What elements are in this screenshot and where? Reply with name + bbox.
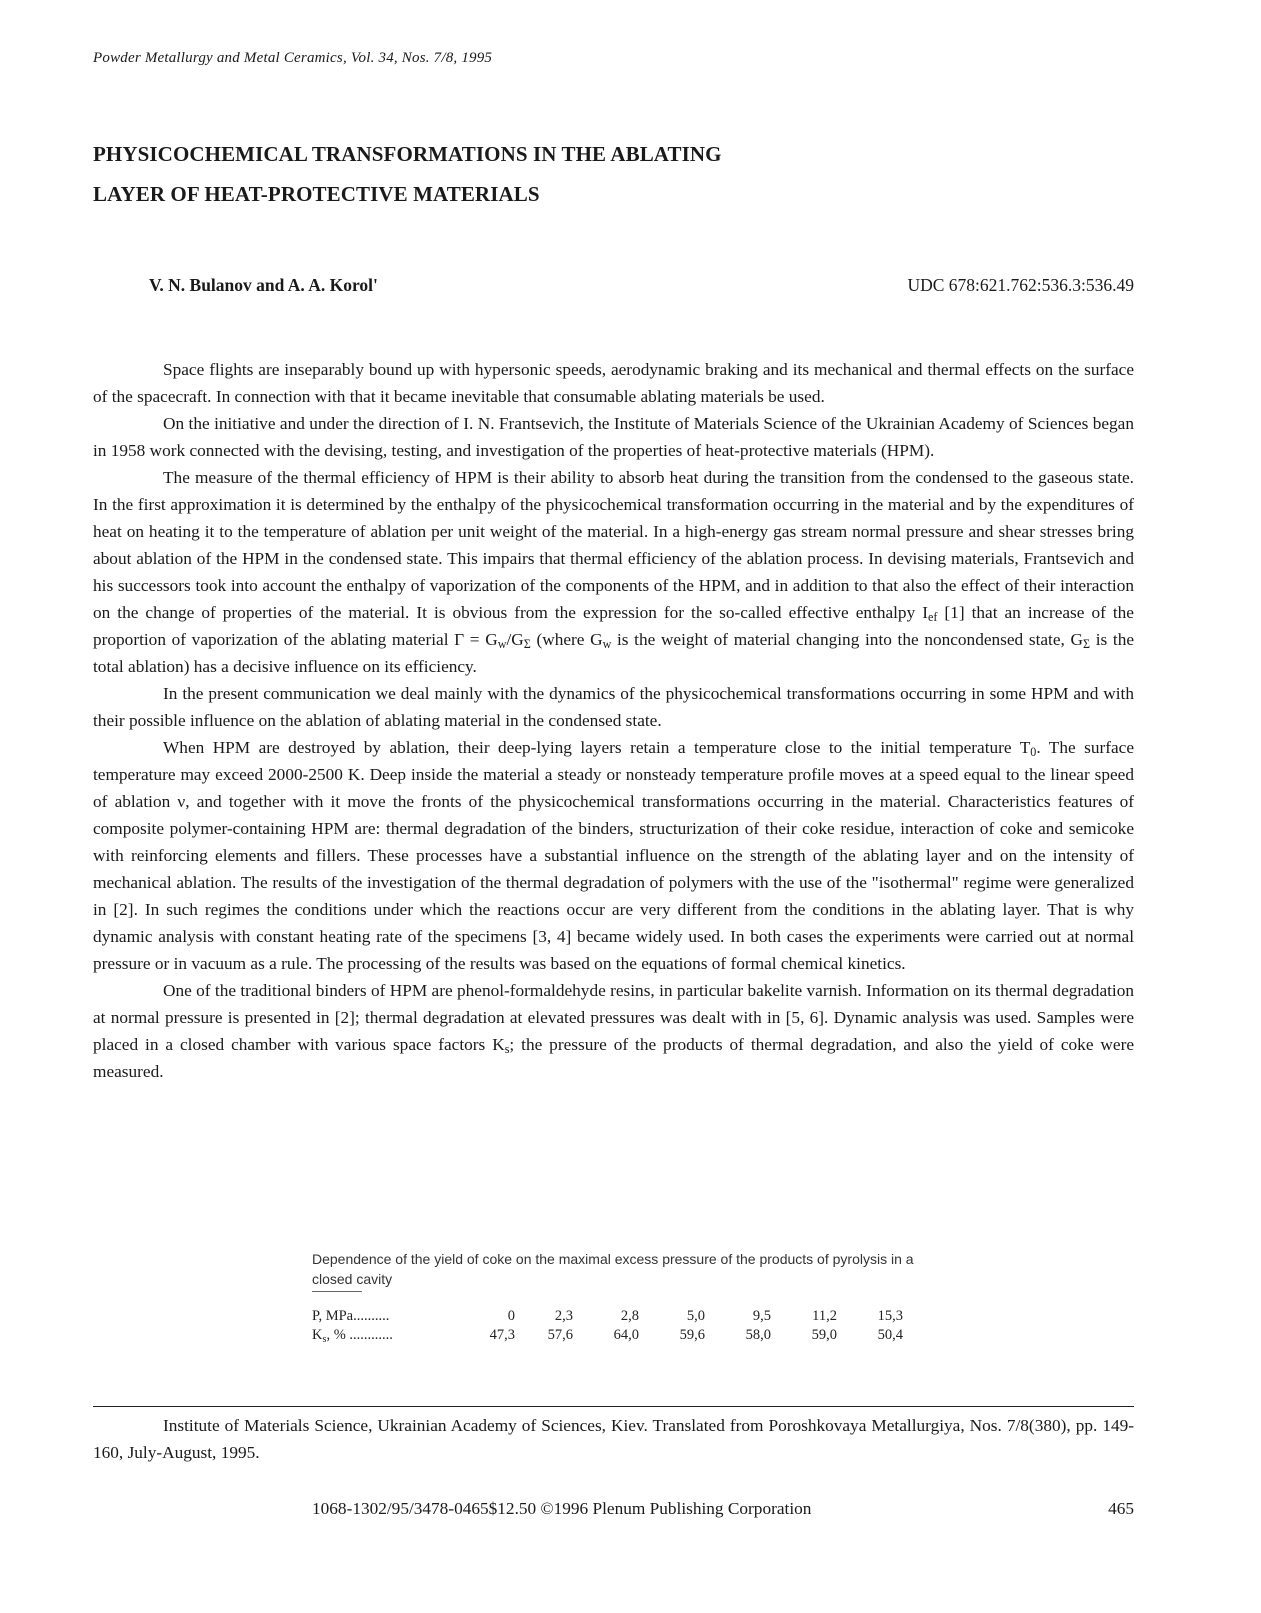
footnote-divider bbox=[93, 1406, 1134, 1407]
text: One of the traditional binders of HPM are phenol-formaldehyde resins, in particular bakelite varnish. Information on its thermal degradation at normal pressure is presented in [2]; thermal degradation at elevated pressures was dealt with in [5, 6]. Dynamic analysis was used. Samples were placed in a closed chamber with various space factors K bbox=[93, 981, 1134, 1054]
row-label-pressure: P, MPa.......... bbox=[312, 1308, 390, 1324]
text: is the weight of material changing into the noncondensed state, G bbox=[611, 630, 1083, 649]
table-cell: 59,6 bbox=[679, 1327, 705, 1343]
authors: V. N. Bulanov and A. A. Korol' bbox=[149, 275, 378, 295]
label-text: K bbox=[312, 1327, 323, 1343]
row-label-coke bbox=[312, 1326, 467, 1345]
table-cell: 57,6 bbox=[547, 1327, 573, 1343]
subscript: ef bbox=[927, 610, 938, 624]
paragraph bbox=[93, 734, 1134, 977]
article-body bbox=[93, 356, 1134, 1085]
text: When HPM are destroyed by ablation, their deep-lying layers retain a temperature close to the initial temperature T bbox=[163, 738, 1031, 757]
table-row bbox=[312, 1326, 903, 1345]
table-cell: 50,4 bbox=[877, 1327, 903, 1343]
table-cell: 64,0 bbox=[613, 1327, 639, 1343]
text: The measure of the thermal efficiency of HPM is their ability to absorb heat during the transition from the condensed to the gaseous state. In the first approximation it is determined by the enthalpy of the physicochemical transformation occurring in the material and by the expenditures of heat on heating it to the temperature of ablation per unit weight of the material. In a high-energy gas stream normal pressure and shear stresses bring about ablation of the HPM in the condensed state. This impairs that thermal efficiency of the ablation process. In devising materials, Frantsevich and his successors took into account the enthalpy of vaporization of the components of the HPM, and in addition to that also the effect of their interaction on the change of properties of the material. It is obvious from the expression for the so-called effective enthalpy I bbox=[93, 468, 1134, 622]
text: /G bbox=[506, 630, 524, 649]
table-cell: 58,0 bbox=[745, 1327, 771, 1343]
subscript: s bbox=[504, 1042, 510, 1056]
label-text: , % ............ bbox=[326, 1327, 393, 1343]
table-caption: Dependence of the yield of coke on the maximal excess pressure of the products of pyrolysis in a closed cavity bbox=[312, 1251, 914, 1287]
text: ; the pressure of the products of thermal degradation, and also the yield of coke were measured. bbox=[93, 1035, 1134, 1081]
page-number: 465 bbox=[1108, 1499, 1134, 1518]
table-row bbox=[312, 1307, 903, 1326]
subscript: w bbox=[602, 637, 612, 651]
table-cell: 15,3 bbox=[877, 1308, 903, 1324]
table-cell: 47,3 bbox=[489, 1327, 515, 1343]
table-cell: 5,0 bbox=[686, 1308, 705, 1324]
text: (where G bbox=[530, 630, 603, 649]
table-cell: 9,5 bbox=[752, 1308, 771, 1324]
paragraph: In the present communication we deal mainly with the dynamics of the physicochemical transformations occurring in some HPM and with their possible influence on the ablation of ablating material in the condensed state. bbox=[93, 684, 1134, 730]
table-cell: 2,3 bbox=[554, 1308, 573, 1324]
subscript: Σ bbox=[1082, 637, 1091, 651]
subscript: Σ bbox=[523, 637, 531, 651]
affiliation-footnote bbox=[93, 1412, 1134, 1466]
text: is the total ablation) has a decisive influence on its efficiency. bbox=[93, 630, 1135, 676]
journal-citation: Powder Metallurgy and Metal Ceramics, Vol. 34, Nos. 7/8, 1995 bbox=[93, 50, 493, 66]
title-line-1: PHYSICOCHEMICAL TRANSFORMATIONS IN THE ABLATING bbox=[93, 142, 722, 166]
paragraph bbox=[93, 977, 1134, 1085]
table-cell: 2,8 bbox=[620, 1308, 639, 1324]
paragraph: Space flights are inseparably bound up with hypersonic speeds, aerodynamic braking and its mechanical and thermal effects on the surface of the spacecraft. In connection with that it became inevitable that consumable ablating materials be used. bbox=[93, 360, 1134, 406]
table-cell: 59,0 bbox=[811, 1327, 837, 1343]
title-line-2: LAYER OF HEAT-PROTECTIVE MATERIALS bbox=[93, 182, 540, 206]
article-title bbox=[93, 134, 722, 214]
text: [1] that an increase of the proportion of vaporization of the ablating material Γ = G bbox=[93, 603, 1134, 649]
subscript: w bbox=[497, 637, 507, 651]
subscript: 0 bbox=[1030, 745, 1037, 759]
udc-code: UDC 678:621.762:536.3:536.49 bbox=[907, 275, 1134, 295]
table-cell: 0 bbox=[507, 1308, 515, 1324]
footnote-text: Institute of Materials Science, Ukrainian Academy of Sciences, Kiev. Translated from Poroshkovaya Metallurgiya, Nos. 7/8(380), pp. 149-160, July-August, 1995. bbox=[93, 1416, 1134, 1462]
table-cell: 11,2 bbox=[812, 1308, 837, 1324]
subscript: s bbox=[322, 1334, 327, 1345]
paragraph bbox=[93, 464, 1134, 680]
text: . The surface temperature may exceed 2000-2500 K. Deep inside the material a steady or nonsteady temperature profile moves at a speed equal to the linear speed of ablation ν, and together with it move the fronts of the physicochemical transformations occurring in the material. Characteristics features of composite polymer-containing HPM are: thermal degradation of the binders, structurization of their coke residue, interaction of coke and semicoke with reinforcing elements and fillers. These processes have a substantial influence on the strength of the ablating layer and on the intensity of mechanical ablation. The results of the investigation of the thermal degradation of polymers with the use of the "isothermal" regime were generalized in [2]. In such regimes the conditions under which the reactions occur are very different from the conditions in the ablating layer. That is why dynamic analysis with constant heating rate of the specimens [3, 4] became widely used. In both cases the experiments were carried out at normal pressure or in vacuum as a rule. The processing of the results was based on the equations of formal chemical kinetics. bbox=[93, 738, 1134, 973]
caption-divider bbox=[312, 1291, 362, 1292]
coke-yield-table bbox=[312, 1307, 903, 1345]
copyright-line: 1068-1302/95/3478-0465$12.50 ©1996 Plenum Publishing Corporation bbox=[312, 1499, 812, 1518]
paragraph: On the initiative and under the direction of I. N. Frantsevich, the Institute of Materials Science of the Ukrainian Academy of Sciences began in 1958 work connected with the devising, testing, and investigation of the properties of heat-protective materials (HPM). bbox=[93, 414, 1134, 460]
